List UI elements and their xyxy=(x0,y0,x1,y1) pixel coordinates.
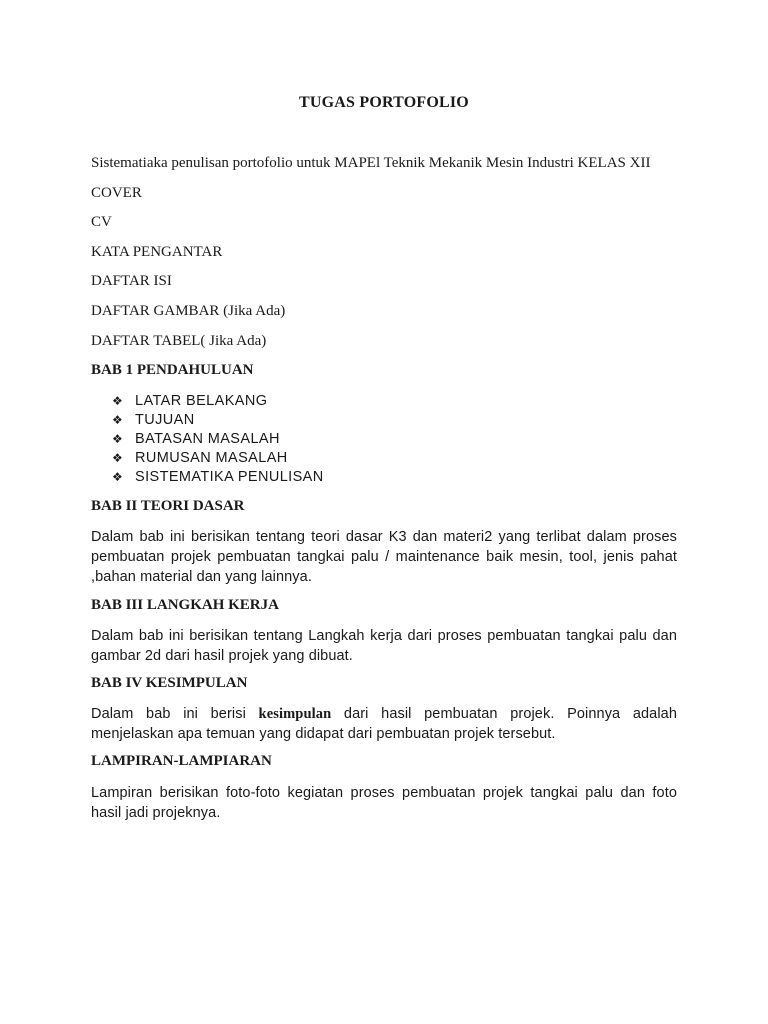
diamond-bullet-icon: ❖ xyxy=(112,432,124,446)
bab3-heading: BAB III LANGKAH KERJA xyxy=(91,597,279,613)
bab3-paragraph: Dalam bab ini berisikan tentang Langkah kerja dari proses pembuatan tangkai palu dan gambar 2d dari hasil projek yang dibuat. xyxy=(91,628,677,664)
lampiran-paragraph: Lampiran berisikan foto-foto kegiatan proses pembuatan projek tangkai palu dan foto hasil jadi projeknya. xyxy=(91,785,677,821)
outline-item-cover: COVER xyxy=(91,185,142,201)
outline-item-kata-pengantar: KATA PENGANTAR xyxy=(91,244,223,260)
bullet-label: TUJUAN xyxy=(135,412,195,428)
outline-item-cv: CV xyxy=(91,214,112,230)
document-title: TUGAS PORTOFOLIO xyxy=(299,94,469,111)
diamond-bullet-icon: ❖ xyxy=(112,394,124,408)
bullet-label: RUMUSAN MASALAH xyxy=(135,450,288,466)
bab2-heading: BAB II TEORI DASAR xyxy=(91,498,245,514)
diamond-bullet-icon: ❖ xyxy=(112,413,124,427)
bab4-text-bold: kesimpulan xyxy=(258,706,332,722)
lampiran-heading: LAMPIRAN-LAMPIARAN xyxy=(91,753,272,769)
diamond-bullet-icon: ❖ xyxy=(112,451,124,465)
intro-text: Sistematiaka penulisan portofolio untuk MAPEl Teknik Mekanik Mesin Industri KELAS XII xyxy=(91,155,651,171)
bab2-paragraph: Dalam bab ini berisikan tentang teori dasar K3 dan materi2 yang terlibat dalam proses pembuatan projek pembuatan tangkai palu / maintenance baik mesin, tool, jenis pahat ,bahan material dan yang lainnya. xyxy=(91,529,677,585)
list-item xyxy=(112,468,324,487)
list-item xyxy=(112,430,324,449)
bab1-bullet-list xyxy=(112,392,324,487)
outline-item-daftar-tabel: DAFTAR TABEL( Jika Ada) xyxy=(91,333,267,349)
bullet-label: LATAR BELAKANG xyxy=(135,393,268,409)
bullet-label: SISTEMATIKA PENULISAN xyxy=(135,469,324,485)
list-item xyxy=(112,392,324,411)
bab4-paragraph xyxy=(91,704,677,744)
diamond-bullet-icon: ❖ xyxy=(112,470,124,484)
outline-item-daftar-isi: DAFTAR ISI xyxy=(91,273,172,289)
outline-item-daftar-gambar: DAFTAR GAMBAR (Jika Ada) xyxy=(91,303,286,319)
bullet-label: BATASAN MASALAH xyxy=(135,431,280,447)
bab4-text-after: dari hasil pembuatan projek. Poinnya adalah menjelaskan apa temuan yang didapat dari pembuatan projek tersebut. xyxy=(91,706,677,742)
bab4-text-before: Dalam bab ini berisi xyxy=(91,706,259,722)
bab4-heading: BAB IV KESIMPULAN xyxy=(91,675,248,691)
bab1-heading: BAB 1 PENDAHULUAN xyxy=(91,362,254,378)
list-item xyxy=(112,411,324,430)
list-item xyxy=(112,449,324,468)
